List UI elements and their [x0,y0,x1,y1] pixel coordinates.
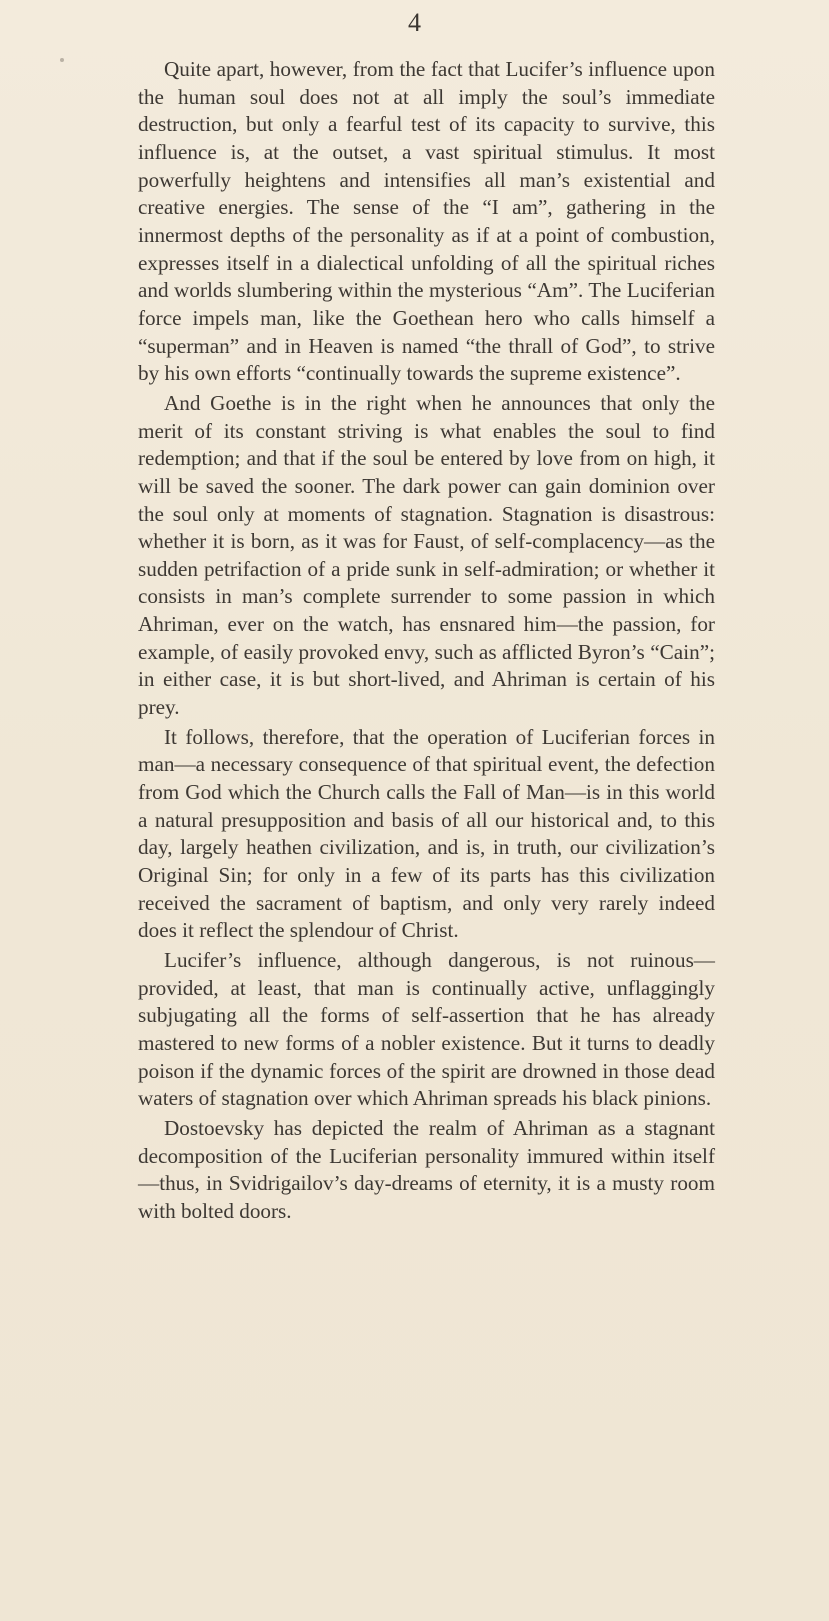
paragraph: It follows, therefore, that the operation of Luciferian forces in man—a necessary consequence of that spiritual event, the defection from God which the Church calls the Fall of Man—is in this world a natural presupposition and basis of all our historical and, to this day, largely heathen civilization, and is, in truth, our civilization’s Original Sin; for only in a few of its parts has this civilization received the sacrament of baptism, and only very rarely indeed does it reflect the splendour of Christ. [138,724,715,943]
paragraph: Lucifer’s influence, although dangerous, is not ruinous—provided, at least, that man is continually active, unflaggingly subjugating all the forms of self-assertion that he has already mastered to new forms of a nobler existence. But it turns to deadly poison if the dynamic forces of the spirit are drowned in those dead waters of stagnation over which Ahriman spreads his black pinions. [138,948,715,1111]
paragraph: Quite apart, however, from the fact that Lucifer’s influence upon the human soul does not at all imply the soul’s immediate destruction, but only a fearful test of its capacity to survive, this influence is, at the outset, a vast spiritual stimulus. It most powerfully heightens and intensifies all man’s existential and creative energies. The sense of the “I am”, gathering in the innermost depths of the personality as if at a point of combustion, expresses itself in a dialectical unfolding of all the spiritual riches and worlds slumbering within the mysterious “Am”. The Luciferian force impels man, like the Goethean hero who calls himself a “superman” and in Heaven is named “the thrall of God”, to strive by his own efforts “continually towards the supreme existence”. [138,57,715,386]
body-text [138,56,715,1226]
paragraph: And Goethe is in the right when he announces that only the merit of its constant striving is what enables the soul to find redemption; and that if the soul be entered by love from on high, it will be saved the sooner. The dark power can gain dominion over the soul only at moments of stagnation. Stagnation is disastrous: whether it is born, as it was for Faust, of self-complacency—as the sudden petrifaction of a pride sunk in self-admiration; or whether it consists in man’s complete surrender to some passion in which Ahriman, ever on the watch, has ensnared him—the passion, for example, of easily provoked envy, such as afflicted Byron’s “Cain”; in either case, it is but short-lived, and Ahriman is certain of his prey. [138,390,715,720]
speck-mark [60,58,64,62]
paragraph: Dostoevsky has depicted the realm of Ahriman as a stagnant decomposition of the Luciferian personality immured within itself—thus, in Svidrigailov’s day-dreams of eternity, it is a musty room with bolted doors. [138,1115,715,1223]
page-number: 4 [408,8,421,37]
